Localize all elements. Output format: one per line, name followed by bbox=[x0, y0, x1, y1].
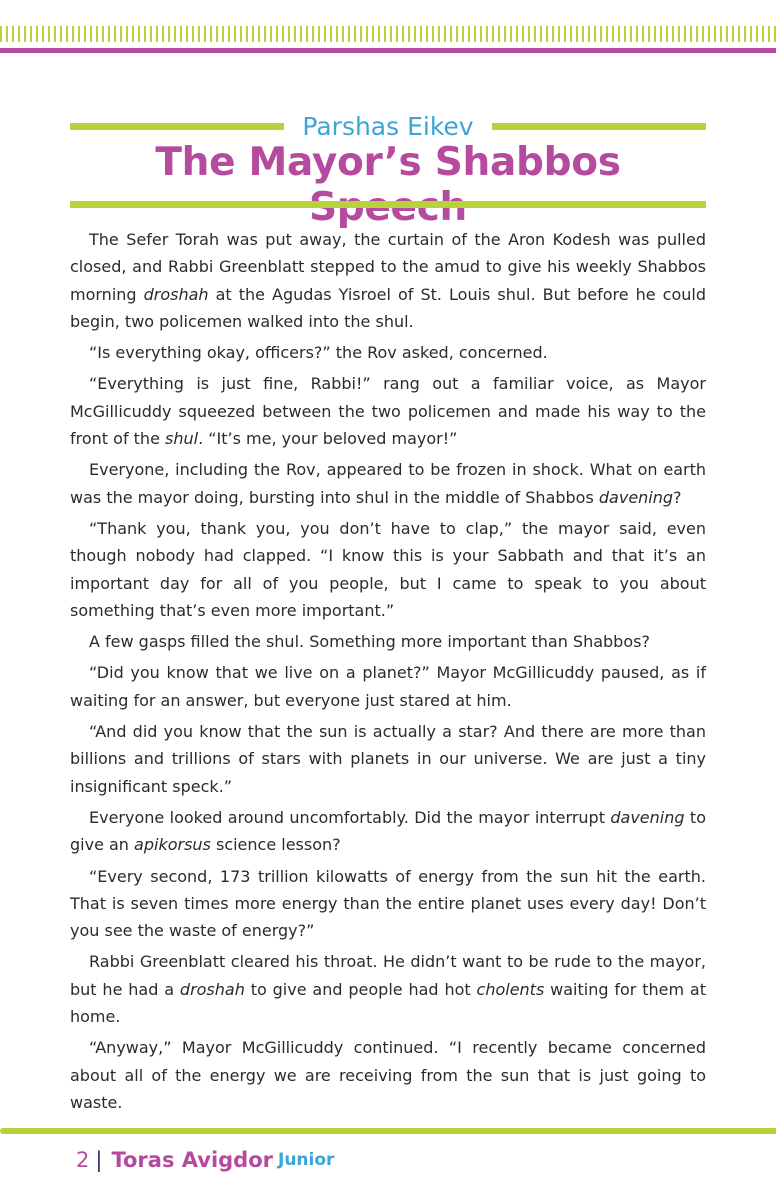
paragraph-text: “Did you know that we live on a planet?” Mayor McGillicuddy paused, as if waiting for an answer, but everyone just stared at him. bbox=[70, 663, 706, 710]
italic-term: droshah bbox=[179, 979, 245, 999]
brand-name: Toras Avigdor bbox=[111, 1148, 273, 1172]
story-paragraph bbox=[70, 863, 706, 945]
paragraph-text: “Thank you, thank you, you don’t have to clap,” the mayor said, even though nobody had clapped. “I know this is your Sabbath and that it’s an important day for all of you people, but I came to speak to you about something that’s even more important.” bbox=[70, 518, 706, 620]
footer-separator: | bbox=[95, 1148, 103, 1172]
paragraph-text: to give and people had hot bbox=[244, 979, 477, 999]
subtitle-left-bar bbox=[70, 123, 284, 130]
paragraph-text: Rabbi Greenblatt cleared his throat. He didn’t want to be rude to the mayor, but he had a bbox=[70, 952, 706, 999]
paragraph-text: Everyone looked around uncomfortably. Did the mayor interrupt bbox=[89, 807, 611, 827]
story-paragraph bbox=[70, 804, 706, 859]
paragraph-text: A few gasps filled the shul. Something more important than Shabbos? bbox=[89, 632, 650, 652]
story-paragraph bbox=[70, 718, 706, 800]
paragraph-text: Everyone, including the Rov, appeared to be frozen in shock. What on earth was the mayor doing, bursting into shul in the middle of Shabbos bbox=[70, 460, 706, 507]
paragraph-text: The Sefer Torah was put away, the curtain of the Aron Kodesh was pulled closed, and Rabbi Greenblatt stepped to the amud to give his weekly Shabbos morning bbox=[70, 230, 706, 304]
footer bbox=[76, 1146, 334, 1174]
page-number: 2 bbox=[76, 1148, 90, 1172]
paragraph-text: “Anyway,” Mayor McGillicuddy continued. “I recently became concerned about all of the energy we are receiving from the sun that is just going to waste. bbox=[70, 1038, 706, 1112]
parsha-subtitle: Parshas Eikev bbox=[302, 111, 474, 141]
italic-term: shul bbox=[165, 429, 199, 449]
italic-term: cholents bbox=[476, 979, 545, 999]
paragraph-text: at the Agudas Yisroel of St. Louis shul. But before he could begin, two policemen walked into the shul. bbox=[70, 284, 706, 331]
story-paragraph bbox=[70, 515, 706, 624]
italic-term: apikorsus bbox=[134, 835, 211, 855]
top-rule bbox=[0, 48, 776, 53]
title-underline bbox=[70, 201, 706, 208]
story-paragraph bbox=[70, 456, 706, 511]
story-title: The Mayor’s Shabbos bbox=[155, 140, 621, 185]
story-paragraph bbox=[70, 226, 706, 335]
subtitle-row bbox=[70, 108, 706, 144]
italic-term: davening bbox=[598, 487, 674, 507]
paragraph-text: to give an bbox=[70, 807, 706, 855]
paragraph-text: ? bbox=[673, 487, 682, 507]
paragraph-text: “Everything is just fine, Rabbi!” rang out a familiar voice, as Mayor McGillicuddy squeezed between the two policemen and made his way to the front of the bbox=[70, 374, 706, 449]
paragraph-text: science lesson? bbox=[210, 835, 341, 855]
paragraph-text: “Every second, 173 trillion kilowatts of energy from the sun hit the earth. That is seven times more energy than the entire planet uses every day! Don’t you see the waste of energy?” bbox=[70, 866, 706, 941]
paragraph-text: “Is everything okay, officers?” the Rov asked, concerned. bbox=[89, 343, 548, 363]
story-paragraph bbox=[70, 948, 706, 1030]
story-paragraph bbox=[70, 339, 706, 366]
story-paragraph bbox=[70, 628, 706, 655]
story-paragraph bbox=[70, 370, 706, 452]
subtitle-right-bar bbox=[492, 123, 706, 130]
italic-term: davening bbox=[610, 807, 685, 827]
story-body bbox=[70, 226, 706, 1120]
paragraph-text: . “It’s me, your beloved mayor!” bbox=[198, 429, 458, 449]
paragraph-text: waiting for them at home. bbox=[70, 979, 706, 1027]
italic-term: droshah bbox=[143, 284, 209, 304]
brand-subtitle: Junior bbox=[278, 1150, 335, 1170]
story-paragraph bbox=[70, 659, 706, 714]
paragraph-text: “And did you know that the sun is actually a star? And there are more than billions and trillions of stars with planets in our universe. We are just a tiny insignificant speck.” bbox=[70, 722, 706, 796]
footer-rule bbox=[0, 1128, 776, 1134]
top-tick-border bbox=[0, 26, 776, 42]
story-paragraph bbox=[70, 1034, 706, 1116]
